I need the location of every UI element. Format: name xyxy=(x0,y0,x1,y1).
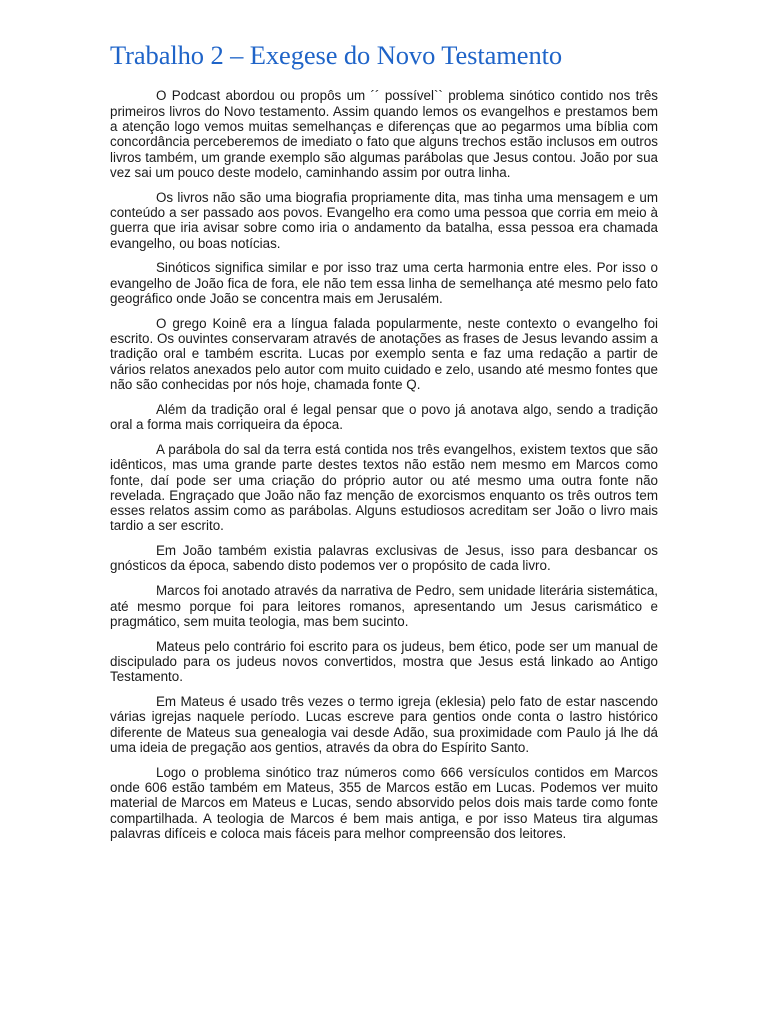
paragraph-5: Além da tradição oral é legal pensar que o povo já anotava algo, sendo a tradição oral a forma mais corriqueira da época. xyxy=(110,401,658,433)
paragraph-6: A parábola do sal da terra está contida nos três evangelhos, existem textos que são idênticos, mas uma grande parte destes textos não estão nem mesmo em Marcos como fonte, daí pode ser uma criação do próprio autor ou até mesmo uma outra fonte não revelada. Engraçado que João não faz menção de exorcismos enquanto os três outros tem esses relatos assim como as parábolas. Alguns estudiosos acreditam ser João o livro mais tardio a ser escrito. xyxy=(110,441,658,534)
paragraph-3: Sinóticos significa similar e por isso traz uma certa harmonia entre eles. Por isso o evangelho de João fica de fora, ele não tem essa linha de semelhança até mesmo pelo fato geográfico onde João se concentra mais em Jerusalém. xyxy=(110,260,658,307)
paragraph-10: Em Mateus é usado três vezes o termo igreja (eklesia) pelo fato de estar nascendo várias igrejas naquele período. Lucas escreve para gentios onde conta o lastro histórico diferente de Mateus sua genealogia vai desde Adão, sua proximidade com Paulo já lhe dá uma ideia de pregação aos gentios, através da obra do Espírito Santo. xyxy=(110,694,658,755)
document-title: Trabalho 2 – Exegese do Novo Testamento xyxy=(110,40,563,70)
paragraph-11: Logo o problema sinótico traz números como 666 versículos contidos em Marcos onde 606 estão também em Mateus, 355 de Marcos estão em Lucas. Podemos ver muito material de Marcos em Mateus e Lucas, sendo absorvido pelos dois mais tarde como fonte compartilhada. A teologia de Marcos é bem mais antiga, e por isso Mateus tira algumas palavras difíceis e coloca mais fáceis para melhor compreensão dos leitores. xyxy=(110,764,658,841)
paragraph-8: Marcos foi anotado através da narrativa de Pedro, sem unidade literária sistemática, até mesmo porque foi para leitores romanos, apresentando um Jesus carismático e pragmático, sem muita teologia, mas bem sucinto. xyxy=(110,583,658,629)
paragraph-4: O grego Koinê era a língua falada popularmente, neste contexto o evangelho foi escrito. Os ouvintes conservaram através de anotações as frases de Jesus levando assim a tradição oral e também escrita. Lucas por exemplo senta e faz uma redação a partir de vários relatos anexados pelo autor com muito cuidado e zelo, usando até mesmo fontes que não são conhecidas por nós hoje, chamada fonte Q. xyxy=(110,315,658,393)
paragraph-1: O Podcast abordou ou propôs um ´´ possível`` problema sinótico contido nos três primeiros livros do Novo testamento. Assim quando lemos os evangelhos e prestamos bem a atenção logo vemos muitas semelhanças e diferenças que ao pegarmos uma bíblia com concordância perceberemos de imediato o fato que alguns trechos estão inclusos em outros livros também, um grande exemplo são algumas parábolas que Jesus contou. João por sua vez sai um pouco deste modelo, caminhando assim por outra linha. xyxy=(110,88,658,180)
paragraph-9: Mateus pelo contrário foi escrito para os judeus, bem ético, pode ser um manual de discipulado para os judeus novos convertidos, mostra que Jesus está linkado ao Antigo Testamento. xyxy=(110,638,658,685)
paragraph-2: Os livros não são uma biografia propriamente dita, mas tinha uma mensagem e um conteúdo a ser passado aos povos. Evangelho era como uma pessoa que corria em meio à guerra que iria avisar sobre como iria o andamento da batalha, essa pessoa era chamada evangelho, ou boas notícias. xyxy=(110,189,658,251)
document-page xyxy=(110,40,658,851)
paragraph-7: Em João também existia palavras exclusivas de Jesus, isso para desbancar os gnósticos da época, sabendo disto podemos ver o propósito de cada livro. xyxy=(110,543,658,574)
